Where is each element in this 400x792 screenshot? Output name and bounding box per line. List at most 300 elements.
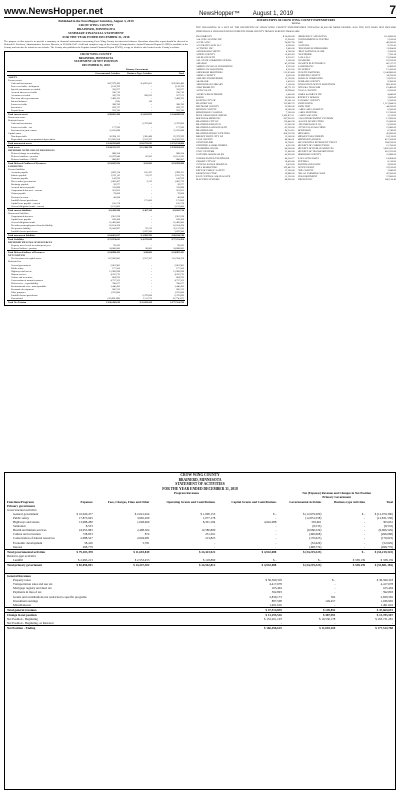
row-value: $ 2,041,024	[134, 511, 150, 516]
vendor-amount: 48,771.29	[284, 86, 295, 90]
row-value: 2,604,081	[137, 536, 150, 541]
vendor-amount: 21,880.00	[386, 126, 396, 130]
vendor-amount: 55,880.00	[386, 153, 396, 157]
row-value: 107,066,802	[108, 257, 120, 261]
row-value: 501,653	[176, 189, 184, 193]
vendor-amount: 9,620.00	[387, 162, 396, 166]
vendor-name: CENTURYLINK	[196, 141, 214, 145]
row-value: 388,786	[176, 103, 184, 107]
expenditures-subheading: TOTAL	[291, 22, 301, 26]
publication-text: The purpose of this report is to provide a summary of financial information concerning Crow Wing County for interested citizens. Questions about this report should be directed to Deborah E. Erickson, Administrative Services Director, at 218-824-1047. A full and complete copy of the County's Comprehensive Annual Financial Report (CAFR) is available at the County and can also be found on our website. The County also publishes the Popular Annual Financial Report (PAFR), a copy of which is also located on the County's website.	[4, 40, 188, 50]
row-label: DEFERRED OUTFLOWS OF RESOURCES	[8, 148, 55, 152]
vendor-amount: 66,300.00	[284, 147, 295, 151]
vendor-name: BOLTON & MENK INC	[196, 116, 221, 120]
row-value: 780,077	[112, 281, 120, 285]
row-label: Deferred outflows - pension	[11, 154, 38, 158]
row-value: -	[183, 100, 184, 104]
vendor-name: HOLIDAY COMPANIES	[297, 77, 323, 81]
row-value: $ 4,823,051	[140, 81, 152, 85]
row-label: Total Deferred Inflows of Resources	[7, 251, 89, 255]
vendor-name: ESRI	[297, 40, 303, 44]
row-value: $ 8,309,598	[89, 208, 121, 212]
vendor-amount: 48,200.00	[386, 40, 396, 44]
row-value: 1,002,427	[110, 180, 120, 184]
row-value: $ (12,979,300)	[303, 511, 322, 516]
row-value: 39,277	[113, 183, 120, 187]
row-label: Landfill	[13, 557, 23, 562]
row-value: 213,823	[205, 536, 216, 541]
row-value: $ 11,018,169	[284, 626, 338, 631]
row-label: Total current liabilities	[7, 208, 89, 212]
row-value: -	[151, 87, 152, 91]
row-value: (52,629)	[382, 540, 393, 545]
row-value: -	[151, 103, 152, 107]
row-value: $ 155,134,904	[153, 141, 185, 145]
row-value: 666,313	[112, 287, 120, 291]
publication-header	[4, 19, 188, 39]
net-position-row	[7, 301, 185, 305]
row-value: 12,580,890	[201, 528, 216, 533]
net-position-statement	[4, 51, 188, 306]
row-label: Unearned revenue	[11, 195, 29, 199]
row-value: (498,779)	[380, 544, 393, 549]
row-value: 105,187	[144, 171, 152, 175]
row-label: Primary government	[7, 503, 35, 508]
row-value: -	[151, 281, 152, 285]
vendor-name: GALLS LLC	[297, 55, 311, 59]
vendor-name: ALLINA HEALTH	[196, 55, 216, 59]
row-value: -	[151, 84, 152, 88]
vendor-amount: 366,510.40	[385, 177, 396, 181]
vendor-amount: 2,140,880.00	[383, 71, 396, 75]
vendor-name: MN DEPT OF CORRECTIONS	[297, 144, 330, 148]
row-value: 112,050,354	[108, 137, 120, 141]
vendor-amount: 11,000.00	[284, 37, 295, 41]
row-label: Total current assets	[7, 113, 89, 117]
row-value: 864,912	[176, 275, 184, 279]
vendor-amount: 2,100.00	[285, 83, 295, 87]
row-value: 1,111,722	[142, 297, 152, 301]
vendor-name: HEALTH PARTNERS	[297, 71, 320, 75]
row-value: -	[151, 223, 152, 227]
col-header: Capital Grants and Contributions	[231, 499, 277, 504]
row-label: Business-type activities	[7, 553, 36, 558]
row-value: -	[151, 106, 152, 110]
vendor-amount: 13,500.00	[284, 135, 295, 139]
row-value: 35,043,897	[109, 227, 120, 230]
row-value: 2,839,173	[269, 594, 282, 599]
row-label: Net Position - Beginning, as Restated	[7, 621, 54, 626]
vendor-name: AMERICAN SOLUTIONS	[196, 68, 224, 72]
row-label: Deferred inflows - pension	[11, 247, 37, 251]
row-label: Loans receivable	[11, 103, 28, 107]
vendor-name: AFFORDABLE SEPTIC	[196, 49, 221, 53]
vendor-name: AUTO VALUE	[196, 89, 212, 93]
vendor-name: ENVIRONMENTAL TESTING	[297, 37, 330, 41]
row-label: Net pension liability	[11, 227, 31, 230]
vendor-name: FASTENAL	[297, 43, 310, 47]
vendor-amount: 42,300.00	[386, 171, 396, 175]
expenditures-heading: 2018 RECEIPTS OF CROW WING COUNTY EXPENDITURES	[256, 19, 336, 22]
row-label: Accounts receivable	[11, 94, 31, 98]
col-header: Business-Type Activities	[121, 71, 153, 75]
vendor-amount: 19,460.00	[386, 86, 396, 90]
site-name[interactable]: www.NewsHopper.net	[4, 6, 103, 17]
row-label: Debt service - expendability	[11, 281, 39, 285]
row-value: -	[119, 122, 120, 126]
row-value: 88,003	[145, 247, 152, 251]
col-header: Total	[386, 499, 393, 504]
row-label: Salaries payable	[11, 174, 27, 178]
row-value: $ 10,276,815	[121, 141, 153, 145]
row-value: 24,888,003	[173, 247, 184, 251]
row-value: 880,087	[176, 157, 184, 161]
vendor-amount: 6,740.00	[387, 129, 396, 133]
vendor-amount: 133,882.70	[283, 101, 295, 105]
row-value: $ 3,969,703	[121, 234, 153, 238]
row-value: 932,336	[112, 109, 120, 113]
row-label: Highways and streets	[11, 269, 32, 273]
row-label: Health and human services	[13, 528, 47, 533]
row-value: -	[151, 151, 152, 155]
row-label: Cash and investments	[11, 122, 32, 126]
row-value: $ (34,219,323)	[367, 549, 395, 554]
row-value: -	[148, 544, 150, 549]
row-value: $ -	[323, 549, 367, 554]
row-value: 231,291	[205, 532, 216, 537]
row-value: $ 47,514,839	[226, 607, 284, 612]
row-value: 4,417,678	[269, 582, 282, 587]
row-value: 39,277	[177, 183, 184, 187]
row-value: 13,988,280	[78, 520, 93, 525]
row-value: -	[151, 272, 152, 276]
vendor-amount: 2,500.00	[387, 98, 396, 102]
row-value: 1,225,000	[174, 290, 184, 294]
row-label: Total noncurrent liabilities	[7, 234, 89, 238]
row-value: -	[151, 183, 152, 187]
row-value: -	[364, 520, 366, 525]
vendor-amount: 88,143.00	[386, 83, 396, 87]
row-value: 1,158,769	[110, 84, 120, 88]
row-value: 99,412	[113, 244, 120, 248]
row-value: $ 4,942,088	[217, 549, 278, 554]
row-value: (52,629)	[310, 540, 322, 545]
row-value: $ 4,276,819	[121, 238, 153, 242]
vendor-name: AT&T MOBILITY	[196, 86, 215, 90]
vendor-amount: 26,480.00	[284, 171, 295, 175]
row-label: Capital assets	[8, 131, 22, 135]
net-position-table	[7, 68, 185, 304]
vendor-amount: 57,800.00	[386, 174, 396, 178]
vendor-amount: $ 26,000.08	[282, 34, 295, 38]
row-value: -	[280, 621, 282, 626]
row-label: Due to other governments	[11, 180, 36, 184]
row-value: 6,379,090	[174, 293, 184, 297]
row-value: -	[151, 290, 152, 294]
row-value: 23,617	[145, 174, 152, 178]
row-value: -	[334, 590, 336, 595]
row-label: Total Net Position	[7, 301, 89, 305]
row-value: 501,653	[112, 189, 120, 193]
row-value: 82,203	[145, 154, 152, 158]
row-value: $ 10,530,178	[319, 617, 336, 621]
vendor-name: INNOVATIVE OFFICE SOLUTIONS	[297, 83, 336, 87]
row-value: -	[364, 524, 366, 529]
row-value: 932,336	[176, 109, 184, 113]
activities-statement	[4, 472, 396, 790]
row-label: Prepaid items	[11, 109, 25, 113]
row-label: Economic development	[13, 540, 43, 545]
row-value: $ 307,116	[121, 208, 153, 212]
row-value: 1,491,616	[269, 602, 282, 607]
row-value: 1,446,456	[174, 284, 184, 288]
row-value: $ 5,023,973	[121, 113, 153, 117]
vendor-amount: 3,450,871.11	[281, 113, 295, 117]
row-value: -	[151, 217, 152, 221]
vendor-amount: 53,120.00	[284, 174, 295, 178]
vendor-name: LEAGUE OF MN CITIES	[297, 119, 324, 123]
row-value: -	[334, 586, 336, 591]
vendor-amount: 610,225.00	[385, 150, 396, 154]
vendor-amount: 12,330.00	[386, 110, 396, 114]
row-value: -	[334, 582, 336, 587]
row-value: 780,077	[176, 281, 184, 285]
vendor-name: CASS COUNTY	[196, 138, 213, 142]
row-value: $ 16,020,477	[76, 511, 93, 516]
row-value: 6,379,090	[142, 293, 152, 297]
row-value: 114,562,591	[172, 137, 184, 141]
expenditures-intro: THE FOLLOWING IS A LIST OF THE RECIPIENTS OF CROW WING COUNTY EXPENDITURES TOTALING $2,000 OR MORE DURING 2018. THE LIST DOES NOT INCLUDE INDIVIDUALS WHO RECEIVED PAYMENTS FROM COUNTY HUMAN SERVICE PROGRAMS.	[196, 26, 396, 33]
row-value: 829,117	[112, 106, 120, 110]
vendor-name: BAXTER CITY OF	[196, 98, 216, 102]
vendor-amount: 96,114.55	[284, 129, 295, 133]
vendor-name: PINE COUNTY	[297, 168, 314, 172]
col-header: Total	[153, 71, 185, 75]
vendor-name: 3M COMPANY	[196, 34, 212, 38]
vendor-amount: 6,500.00	[387, 107, 396, 111]
row-value: 3,965,209	[137, 515, 150, 520]
vendor-name: BREEZY POINT CITY OF	[196, 135, 224, 139]
row-value: 303,661	[382, 520, 393, 525]
vendor-amount: 21,034.66	[386, 55, 396, 59]
vendor-name: AMERICAN LEGAL PUBLISHING	[196, 65, 233, 69]
row-value: $ 24,423,922	[151, 549, 217, 554]
row-value: 1,036,965	[380, 598, 393, 603]
row-value: $ 77,251,454	[153, 238, 185, 242]
row-value: 35,137,020	[173, 227, 184, 230]
row-label: Accrued interest receivable	[11, 90, 38, 94]
row-value: $ 153,201,103	[264, 617, 282, 621]
row-label: Human services	[11, 272, 27, 276]
row-value: 303,661	[311, 520, 322, 525]
row-label: Capital lease payable - current	[11, 201, 41, 205]
row-value: 3,155,000	[174, 204, 184, 208]
row-label: Deferred charge on refunding	[11, 151, 40, 155]
vendor-name: AVERY WEIGH-TRONIX	[196, 92, 223, 96]
vendor-amount: 11,200.00	[386, 123, 396, 126]
row-value: 392	[330, 594, 336, 599]
vendor-name: ANDERSON BROTHERS	[196, 71, 223, 75]
row-value: 13,966,698	[109, 269, 120, 273]
row-value: $ 177,514,788	[153, 301, 185, 305]
row-value: $ 13,783,507	[337, 612, 395, 617]
row-value: -	[364, 515, 366, 520]
row-value: (9,774,567)	[172, 297, 184, 301]
row-value: $ (12,979,300)	[374, 511, 393, 516]
vendor-name: GRAINGER	[297, 59, 311, 63]
row-value: $ 24,899,412	[89, 251, 121, 255]
vendor-name: MCKESSON	[297, 129, 311, 133]
vendor-amount: 18,220.00	[386, 59, 396, 63]
row-value: 177,166	[112, 266, 120, 270]
row-label: Highways and streets	[13, 520, 40, 525]
vendor-name: KWIK TRIP	[297, 104, 310, 108]
row-value: $ 177,514,788	[337, 626, 395, 631]
row-value: 143,970	[112, 177, 120, 181]
row-value: 888,164	[112, 151, 120, 155]
expenditures-left	[196, 35, 295, 181]
vendor-name: DELL MARKETING	[196, 165, 218, 169]
row-value: 105,494	[382, 586, 393, 591]
row-value: 310,877	[176, 87, 184, 91]
row-value: $ 4,942,088	[217, 562, 278, 567]
vendor-amount: 5,400.00	[285, 92, 295, 96]
row-value: $ 64,665,037	[89, 234, 121, 238]
row-value: -	[119, 198, 120, 202]
row-value: -	[119, 293, 120, 297]
row-value: 2,408,564	[137, 528, 150, 533]
vendor-amount: 8,210.12	[285, 55, 295, 59]
row-value: 24,800,000	[109, 247, 120, 251]
row-value: $ 2,993,213	[78, 557, 93, 562]
row-value: 310,877	[112, 87, 120, 91]
row-value: -	[334, 602, 336, 607]
vendor-name: BRAINERD LAKES HEALTH	[196, 126, 228, 130]
vendor-name: HD SUPPLY	[297, 68, 311, 72]
row-value: -	[151, 195, 152, 199]
col-header: Governmental Activities	[89, 71, 121, 75]
row-value: 864,912	[112, 275, 120, 279]
vendor-name: BRAINERD PUBLIC UTILITIES	[196, 132, 230, 136]
net-position-group: Primary Government	[89, 68, 185, 72]
row-value: 22,379,599	[173, 134, 184, 138]
row-value: 829,117	[176, 106, 184, 110]
expenditures-list	[196, 19, 396, 181]
row-value: -	[151, 263, 152, 267]
row-label: Due from other governments	[11, 97, 39, 101]
vendor-name: DEPT OF PUBLIC SAFETY	[196, 168, 225, 172]
row-value: 3,312	[146, 180, 152, 184]
row-value: -	[151, 97, 152, 101]
vendor-name: LAKES PRINTING	[297, 110, 318, 114]
row-value: (12,831,558)	[377, 515, 393, 520]
row-label: General government	[11, 263, 31, 267]
row-value: 1,491,616	[380, 602, 393, 607]
vendor-row	[298, 178, 397, 181]
row-label: Landfill closure/postclosure	[11, 293, 38, 297]
row-value: -	[151, 278, 152, 282]
general-revenues-title: General Revenues	[7, 574, 31, 579]
row-value: 3,155,000	[110, 204, 120, 208]
vendor-amount: 3,802,412.30	[383, 147, 396, 151]
row-label: Interest	[13, 544, 23, 549]
general-revenues-table	[5, 574, 395, 630]
vendor-name: LAW ENFORCEMENT SYSTEMS	[297, 116, 333, 120]
row-value: $ 24,987,415	[153, 251, 185, 255]
vendor-name: LAKES AREA HABITAT	[297, 107, 324, 111]
row-value: 16,485,000	[173, 220, 184, 224]
row-label: Noncurrent liabilities	[8, 211, 29, 215]
vendor-name: MN DEPT OF HUMAN SERVICES	[297, 147, 334, 151]
row-value: -	[151, 269, 152, 273]
row-value: -	[148, 524, 150, 529]
row-label: Compensated absences	[11, 214, 34, 218]
publication-header-line: FOR THE YEAR ENDED DECEMBER 31, 2018	[62, 35, 130, 39]
row-label: Claims payable	[11, 192, 26, 196]
row-value: -	[364, 532, 366, 537]
row-label: Net other postemployment benefits liability	[11, 223, 53, 227]
vendor-amount: 14,904.00	[386, 156, 396, 160]
vendor-amount: 34,220.00	[386, 74, 396, 78]
row-value: 1,446,456	[110, 284, 120, 288]
row-value: $ 19,929,494	[153, 162, 185, 166]
row-value: -	[119, 230, 120, 234]
vendor-row	[196, 178, 295, 181]
row-value: -	[151, 157, 152, 161]
row-value: (8,533)	[312, 524, 322, 529]
vendor-amount: 2,400.00	[285, 46, 295, 50]
vendor-amount: 6,020.00	[285, 74, 295, 78]
row-value: 6,379,090	[174, 122, 184, 126]
row-label: Internal balances	[11, 100, 28, 104]
row-value: 1,901,228	[110, 214, 120, 218]
vendor-amount: 66,517.27	[386, 62, 396, 66]
vendor-name: MENARDS	[297, 132, 310, 136]
row-value: 6,379,090	[142, 122, 152, 126]
row-label: Landfill closure/postclosure	[11, 198, 38, 202]
vendor-amount: 8,110.00	[387, 159, 396, 163]
row-value: -	[151, 284, 152, 288]
row-value: 93,123	[145, 227, 152, 230]
vendor-amount: 31,870.55	[386, 77, 396, 81]
row-label: Net Position - Ending	[5, 626, 226, 631]
row-value: 620,438	[176, 217, 184, 221]
vendor-name: MORRISON COUNTY	[297, 153, 322, 157]
vendor-name: AITKIN COUNTY	[196, 52, 216, 56]
row-value: 1,005,739	[174, 180, 184, 184]
row-value: 7,468,333	[110, 97, 120, 101]
vendor-name: ANOKA COUNTY	[196, 74, 216, 78]
vendor-amount: 22,080.00	[284, 104, 295, 108]
vendor-name: CONSOLIDATED TELEPHONE	[196, 156, 230, 160]
row-value: 110,898	[112, 186, 120, 190]
row-value: -	[275, 524, 277, 529]
row-value: 46,838	[177, 195, 184, 199]
row-value: 1,048,669	[137, 520, 150, 525]
row-value: 13,966,698	[173, 269, 184, 273]
row-value: 105,494	[271, 586, 282, 591]
row-value: $ -	[331, 578, 336, 583]
row-value: -	[275, 540, 277, 545]
row-value: -	[151, 128, 152, 132]
row-value: $ 19,847,291	[89, 162, 121, 166]
row-label: Net investment in capital assets	[11, 257, 42, 261]
row-label: Property taxes	[13, 578, 31, 583]
vendor-name: ARROWHEAD LIBRARY	[196, 83, 224, 87]
row-label: Investment in joint venture	[11, 128, 37, 132]
row-label: Total assets	[7, 145, 89, 149]
row-value: 880,087	[112, 157, 120, 161]
